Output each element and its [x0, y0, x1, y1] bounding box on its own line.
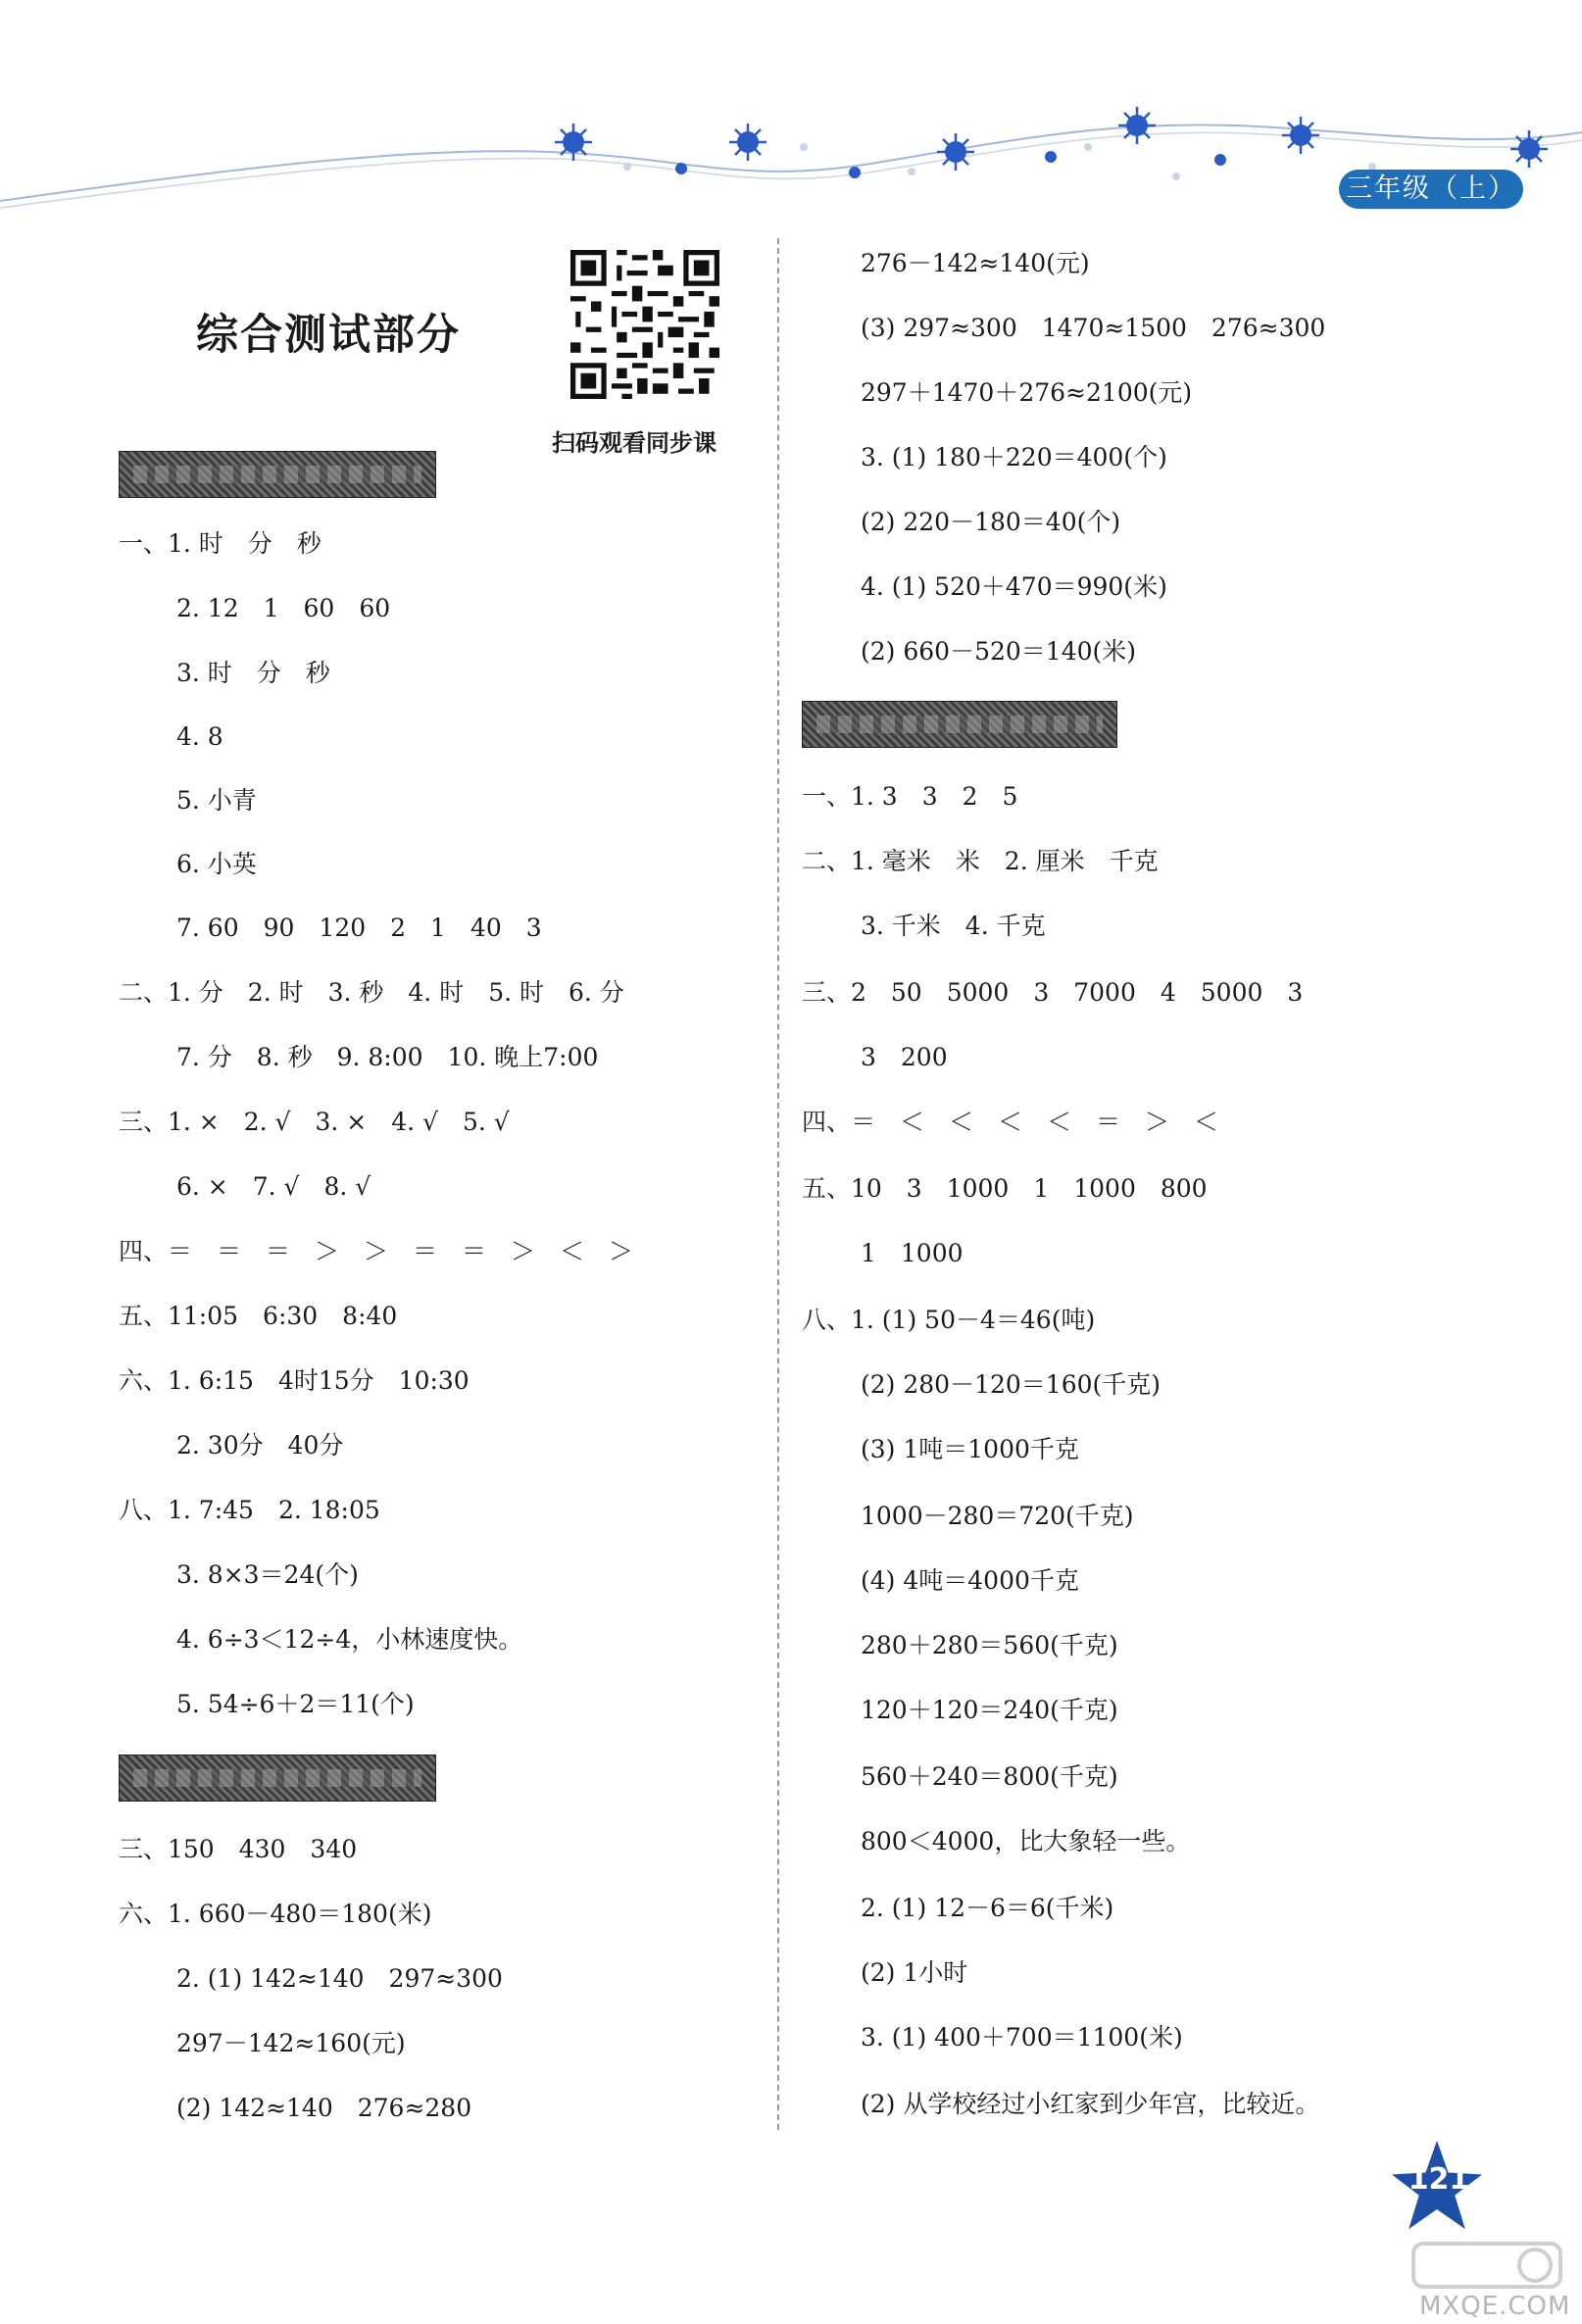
answer-line: 四、＝ ＝ ＝ ＞ ＞ ＝ ＝ ＞ ＜ ＞: [119, 1237, 634, 1265]
answer-line: 六、1. 6:15 4时15分 10:30: [119, 1366, 470, 1395]
answer-line: 297－142≈160(元): [176, 2029, 406, 2057]
answer-line: 二、1. 毫米 米 2. 厘米 千克: [802, 847, 1159, 875]
answer-line: 3. (1) 180＋220＝400(个): [861, 443, 1167, 471]
answer-line: 八、1. (1) 50－4＝46(吨): [802, 1306, 1096, 1334]
answer-line: 2. (1) 142≈140 297≈300: [176, 1964, 503, 1993]
answer-line: 276－142≈140(元): [861, 249, 1090, 277]
answer-line: 八、1. 7:45 2. 18:05: [119, 1496, 380, 1524]
answer-line: (3) 1吨＝1000千克: [861, 1435, 1079, 1463]
answer-line: 一、1. 时 分 秒: [119, 529, 321, 558]
answer-line: 2. (1) 12－6＝6(千米): [861, 1894, 1114, 1922]
answer-line: 560＋240＝800(千克): [861, 1762, 1118, 1791]
grade-badge: 三年级（上）: [1339, 170, 1523, 209]
answer-line: 6. 小英: [176, 850, 257, 878]
answer-line: 六、1. 660－480＝180(米): [119, 1900, 432, 1928]
answer-line: (2) 142≈140 276≈280: [176, 2094, 472, 2122]
answer-line: 297＋1470＋276≈2100(元): [861, 378, 1193, 407]
answer-line: 三、150 430 340: [119, 1835, 358, 1863]
answer-line: (3) 297≈300 1470≈1500 276≈300: [861, 314, 1326, 342]
answer-line: (2) 从学校经过小红家到少年宫，比较近。: [861, 2090, 1320, 2118]
section-banner-1: [119, 451, 436, 498]
answer-line: 一、1. 3 3 2 5: [802, 782, 1018, 811]
answer-line: 280＋280＝560(千克): [861, 1631, 1118, 1659]
answer-line: 3. 时 分 秒: [176, 659, 330, 687]
answer-line: (2) 660－520＝140(米): [861, 637, 1137, 666]
answer-line: (2) 220－180＝40(个): [861, 508, 1121, 536]
answer-line: (2) 1小时: [861, 1958, 968, 1987]
answer-line: 1 1000: [861, 1239, 964, 1267]
answer-line: 5. 54÷6＋2＝11(个): [176, 1690, 415, 1718]
answer-line: (4) 4吨＝4000千克: [861, 1566, 1079, 1595]
answer-line: 四、＝ ＜ ＜ ＜ ＜ ＝ ＞ ＜: [802, 1108, 1219, 1136]
qr-caption: 扫码观看同步课: [552, 429, 717, 457]
answer-line: 4. (1) 520＋470＝990(米): [861, 572, 1167, 601]
answer-line: 五、11:05 6:30 8:40: [119, 1302, 398, 1330]
section-banner-3: [802, 701, 1117, 748]
answer-line: 五、10 3 1000 1 1000 800: [802, 1174, 1208, 1203]
page-title: 综合测试部分: [196, 311, 461, 360]
page-number: 121: [1408, 2162, 1470, 2197]
answer-line: 7. 60 90 120 2 1 40 3: [176, 914, 542, 942]
answer-line: 3 200: [861, 1043, 948, 1071]
answer-line: 2. 30分 40分: [176, 1431, 344, 1459]
answer-line: 4. 6÷3＜12÷4，小林速度快。: [176, 1625, 523, 1654]
watermark-site: MXQE.COM: [1419, 2292, 1571, 2321]
answer-line: (2) 280－120＝160(千克): [861, 1370, 1162, 1399]
answer-line: 三、1. × 2. √ 3. × 4. √ 5. √: [119, 1108, 510, 1136]
answer-line: 6. × 7. √ 8. √: [176, 1172, 371, 1201]
answer-line: 800＜4000，比大象轻一些。: [861, 1827, 1191, 1855]
section-banner-2: [119, 1755, 436, 1802]
column-divider: [777, 238, 781, 2130]
answer-line: 三、2 50 5000 3 7000 4 5000 3: [802, 978, 1304, 1007]
answer-line: 3. 千米 4. 千克: [861, 912, 1046, 940]
answer-line: 7. 分 8. 秒 9. 8:00 10. 晚上7:00: [176, 1043, 599, 1071]
answer-line: 3. (1) 400＋700＝1100(米): [861, 2023, 1183, 2052]
answer-line: 4. 8: [176, 722, 223, 751]
answer-line: 1000－280＝720(千克): [861, 1502, 1134, 1530]
qr-code-icon[interactable]: [570, 250, 719, 399]
answer-line: 2. 12 1 60 60: [176, 594, 391, 622]
answer-line: 5. 小青: [176, 786, 257, 815]
answer-line: 3. 8×3＝24(个): [176, 1560, 359, 1589]
answer-line: 二、1. 分 2. 时 3. 秒 4. 时 5. 时 6. 分: [119, 978, 624, 1007]
answer-line: 120＋120＝240(千克): [861, 1696, 1118, 1724]
